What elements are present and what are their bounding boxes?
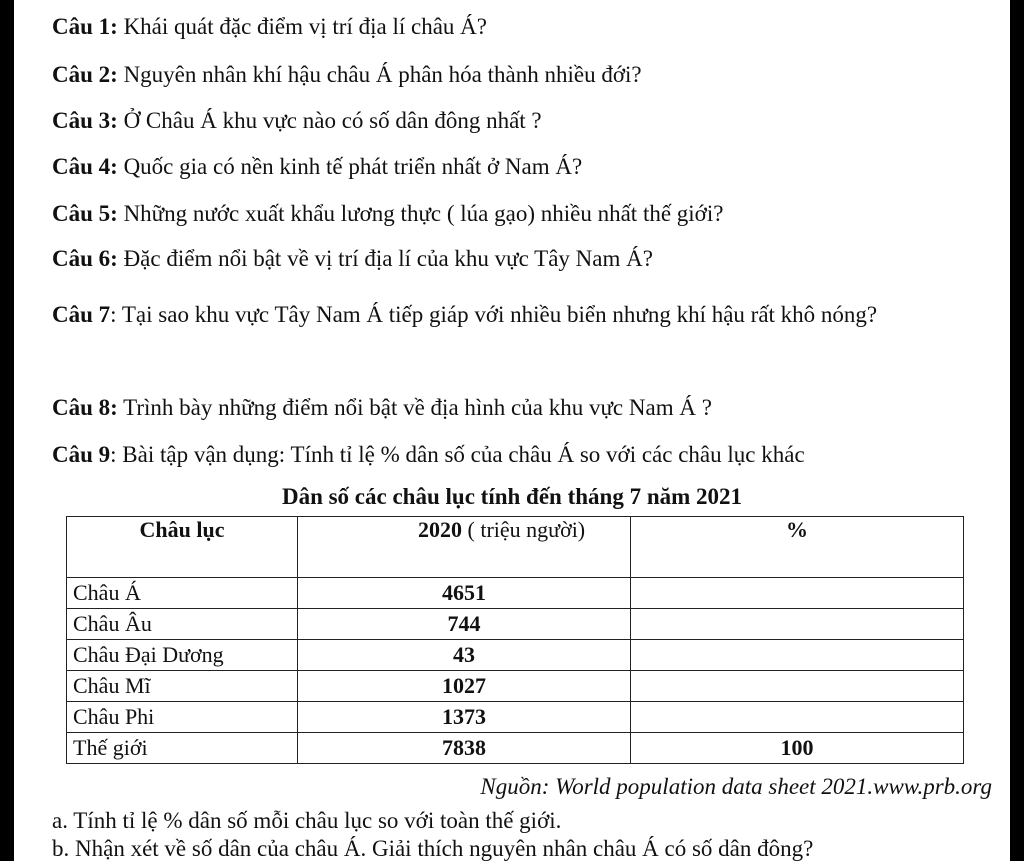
table-title: Dân số các châu lục tính đến tháng 7 năm 2021 — [281, 484, 743, 509]
cell-percent — [631, 671, 964, 702]
document-page — [14, 0, 1010, 861]
header-year: 2020 ( triệu người) — [298, 517, 631, 578]
cell-continent: Châu Mĩ — [67, 671, 298, 702]
cell-percent: 100 — [631, 733, 964, 764]
question-7: Câu 7: Tại sao khu vực Tây Nam Á tiếp giáp với nhiều biển nhưng khí hậu rất khô nóng? — [52, 302, 878, 327]
question-1: Câu 1: Khái quát đặc điểm vị trí địa lí châu Á? — [52, 14, 487, 39]
table-header-row — [67, 517, 964, 578]
table-row — [67, 671, 964, 702]
cell-continent: Châu Đại Dương — [67, 640, 298, 671]
cell-value: 744 — [298, 609, 631, 640]
cell-value: 1373 — [298, 702, 631, 733]
table-source: Nguồn: World population data sheet 2021.www.prb.org — [480, 774, 992, 799]
cell-value: 4651 — [298, 578, 631, 609]
question-6: Câu 6: Đặc điểm nổi bật về vị trí địa lí của khu vực Tây Nam Á? — [52, 246, 653, 271]
cell-percent — [631, 609, 964, 640]
table-row — [67, 609, 964, 640]
population-table — [66, 516, 964, 764]
table-row — [67, 578, 964, 609]
question-9: Câu 9: Bài tập vận dụng: Tính tỉ lệ % dân số của châu Á so với các châu lục khác — [52, 442, 805, 467]
question-5: Câu 5: Những nước xuất khẩu lương thực ( lúa gạo) nhiều nhất thế giới? — [52, 201, 724, 226]
question-8: Câu 8: Trình bày những điểm nổi bật về địa hình của khu vực Nam Á ? — [52, 395, 712, 420]
table-row — [67, 702, 964, 733]
cell-percent — [631, 640, 964, 671]
table-row — [67, 733, 964, 764]
cell-continent: Thế giới — [67, 733, 298, 764]
header-percent: % — [631, 517, 964, 578]
cell-continent: Châu Phi — [67, 702, 298, 733]
subquestion-a: a. Tính tỉ lệ % dân số mỗi châu lục so với toàn thế giới. — [52, 808, 562, 833]
question-4: Câu 4: Quốc gia có nền kinh tế phát triển nhất ở Nam Á? — [52, 154, 583, 179]
cell-value: 7838 — [298, 733, 631, 764]
cell-value: 1027 — [298, 671, 631, 702]
table-row — [67, 640, 964, 671]
cell-value: 43 — [298, 640, 631, 671]
question-3: Câu 3: Ở Châu Á khu vực nào có số dân đông nhất ? — [52, 108, 542, 133]
cell-percent — [631, 702, 964, 733]
cell-continent: Châu Âu — [67, 609, 298, 640]
cell-percent — [631, 578, 964, 609]
question-2: Câu 2: Nguyên nhân khí hậu châu Á phân hóa thành nhiều đới? — [52, 62, 642, 87]
subquestion-b: b. Nhận xét về số dân của châu Á. Giải thích nguyên nhân châu Á có số dân đông? — [52, 836, 814, 861]
header-continent: Châu lục — [67, 517, 298, 578]
cell-continent: Châu Á — [67, 578, 298, 609]
